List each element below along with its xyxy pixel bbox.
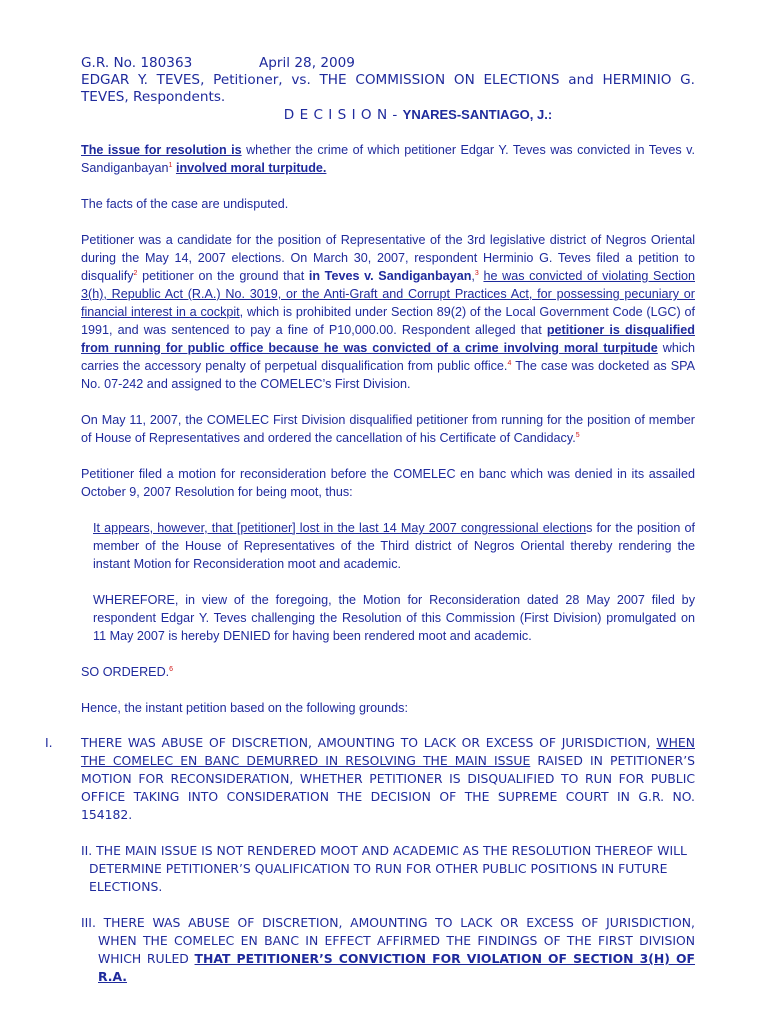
quote1-text (93, 519, 695, 573)
facts-text: The facts of the case are undisputed. (81, 197, 289, 211)
footnote-ref[interactable]: 4 (507, 359, 512, 367)
ground-3 (81, 914, 695, 986)
ground-1-item (45, 734, 695, 824)
ground-1 (45, 734, 695, 824)
first-division-body: On May 11, 2007, the COMELEC First Division disqualified petitioner from running for the position of member of House of Representatives and ordered the cancellation of his Certificate of Candidacy. (81, 413, 695, 445)
ground-1-a: THERE WAS ABUSE OF DISCRETION, AMOUNTING TO LACK OR EXCESS OF JURISDICTION, (81, 735, 651, 750)
ground-3-a: III. THERE WAS ABUSE OF DISCRETION, AMOUNTING TO LACK OR EXCESS OF JURISDICTION, (81, 915, 695, 930)
petition-paragraph (81, 231, 695, 393)
petition-text: Petitioner was a candidate for the position of Representative of the 3rd legislative district of Negros Oriental during the May 14, 2007 elections. On March 30, 2007, respondent Herminio G. Teves filed a petition to disqualify$^2$ petitioner on the ground that in Teves v. Sandiganbayan,$^3$ he was convicted of violating Section 3(h), Republic Act (R.A.) No. 3019, or the Anti-Graft and Corrupt Practices Act, for possessing pecuniary or financial interest in a cockpit, which is prohibited under Section 89(2) of the Local Government Code (LGC) of 1991, and was sentenced to pay a fine of P10,000.00. Respondent alleged that petitioner is disqualified from running for public office because he was convicted of a crime involving moral turpitude which carries the accessory penalty of perpetual disqualification from public office.$^4$ The case was docketed as SPA No. 07-242 and assigned to the COMELEC’s First Division. (81, 233, 695, 391)
hence-paragraph (81, 699, 695, 717)
footnote-ref[interactable]: 1 (168, 161, 173, 169)
quote1-underlined: It appears, however, that [petitioner] lost in the last 14 May 2007 congressional election (93, 521, 587, 535)
petition-t2: petitioner on the ground that (137, 269, 309, 283)
footnote-ref[interactable]: 5 (575, 431, 580, 439)
ground-3-underlined: THAT PETITIONER’S CONVICTION FOR VIOLATION OF SECTION 3(H) OF R.A. (98, 951, 695, 984)
quote2-text: WHEREFORE, in view of the foregoing, the Motion for Reconsideration dated 28 May 2007 filed by respondent Edgar Y. Teves challenging the Resolution of this Commission (First Division) promulgated on 11 May 2007 is hereby DENIED for having been rendered moot and academic. (93, 593, 695, 643)
ground-3-b (81, 932, 695, 986)
case-title-line2: TEVES, Respondents. (81, 89, 226, 105)
petition-case-ref: in Teves v. Sandiganbayan (308, 269, 472, 283)
case-header (81, 55, 695, 124)
issue-lead: The issue for resolution is (81, 143, 242, 157)
reconsideration-text: Petitioner filed a motion for reconsideration before the COMELEC en banc which was denied in its assailed October 9, 2007 Resolution for being moot, thus: (81, 467, 695, 499)
facts-paragraph (81, 195, 695, 213)
gr-number: G.R. No. 180363 (81, 55, 193, 71)
issue-text: whether the crime of which petitioner Edgar Y. Teves was convicted in Teves v. Sandiganbayan (81, 143, 695, 175)
footnote-ref[interactable]: 6 (169, 665, 174, 673)
petition-allegation: petitioner is disqualified from running for public office because he was convicted of a crime involving moral turpitude (81, 323, 695, 355)
ground-1-b: RAISED IN PETITIONER’S MOTION FOR RECONSIDERATION, WHETHER PETITIONER IS DISQUALIFIED TO RUN FOR PUBLIC OFFICE TAKING INTO CONSIDERATION THE DECISION OF THE SUPREME COURT IN G.R. NO. 154182. (81, 753, 695, 822)
ground-2 (81, 842, 695, 896)
ground-1-text (81, 734, 695, 824)
issue-paragraph (81, 141, 695, 177)
issue-tail: involved moral turpitude. (175, 161, 327, 175)
petition-t4: which carries the accessory penalty of perpetual disqualification from public office. (81, 341, 695, 373)
ponente: YNARES-SANTIAGO, J.: (402, 107, 553, 122)
petition-t5: The case was docketed as SPA No. 07-242 and assigned to the COMELEC’s First Division. (81, 359, 695, 391)
footnote-ref[interactable]: 2 (133, 269, 138, 277)
hence-text: Hence, the instant petition based on the following grounds: (81, 701, 408, 715)
case-title-line1: EDGAR Y. TEVES, Petitioner, vs. THE COMMISSION ON ELECTIONS and HERMINIO G. (81, 72, 695, 88)
ground-1-number: I. (45, 735, 53, 750)
footnote-ref[interactable]: 3 (474, 269, 479, 277)
ground-2-text: II. THE MAIN ISSUE IS NOT RENDERED MOOT AND ACADEMIC AS THE RESOLUTION THEREOF WILL DETERMINE PETITIONER’S QUALIFICATION TO RUN FOR OTHER PUBLIC POSITIONS IN FUTURE ELECTIONS. (81, 843, 687, 894)
petition-t3: , which is prohibited under Section 89(2) of the Local Government Code (LGC) of 1991, and was sentenced to pay a fine of P10,000.00. Respondent alleged that (81, 305, 695, 337)
ground-3-b-text: WHEN THE COMELEC EN BANC IN EFFECT AFFIRMED THE FINDINGS OF THE FIRST DIVISION WHICH RULED (98, 933, 695, 966)
reconsideration-paragraph (81, 465, 695, 501)
ground-1-underlined: WHEN THE COMELEC EN BANC DEMURRED IN RESOLVING THE MAIN ISSUE (81, 735, 695, 768)
decision-date: April 28, 2009 (259, 55, 355, 71)
first-division-paragraph (81, 411, 695, 447)
quoted-resolution-1 (93, 519, 695, 573)
so-ordered (81, 663, 695, 681)
decision-heading (81, 106, 695, 124)
decision-label: D E C I S I O N - (283, 107, 398, 123)
petition-conviction: he was convicted of violating Section 3(h), Republic Act (R.A.) No. 3019, or the Anti-Graft and Corrupt Practices Act, for possessing pecuniary or financial interest in a cockpit (81, 269, 695, 319)
case-number-line (81, 55, 695, 72)
so-ordered-text: SO ORDERED. (81, 665, 170, 679)
quoted-resolution-2 (93, 591, 695, 645)
quote1-rest: s for the position of member of the House of Representatives of the Third district of Negros Oriental thereby rendering the instant Motion for Reconsideration moot and academic. (93, 521, 695, 571)
petition-t1: Petitioner was a candidate for the position of Representative of the 3rd legislative district of Negros Oriental during the May 14, 2007 elections. On March 30, 2007, respondent Herminio G. Teves filed a petition to disqualify (81, 233, 695, 283)
first-division-text (81, 411, 695, 447)
decision-body (81, 141, 695, 177)
